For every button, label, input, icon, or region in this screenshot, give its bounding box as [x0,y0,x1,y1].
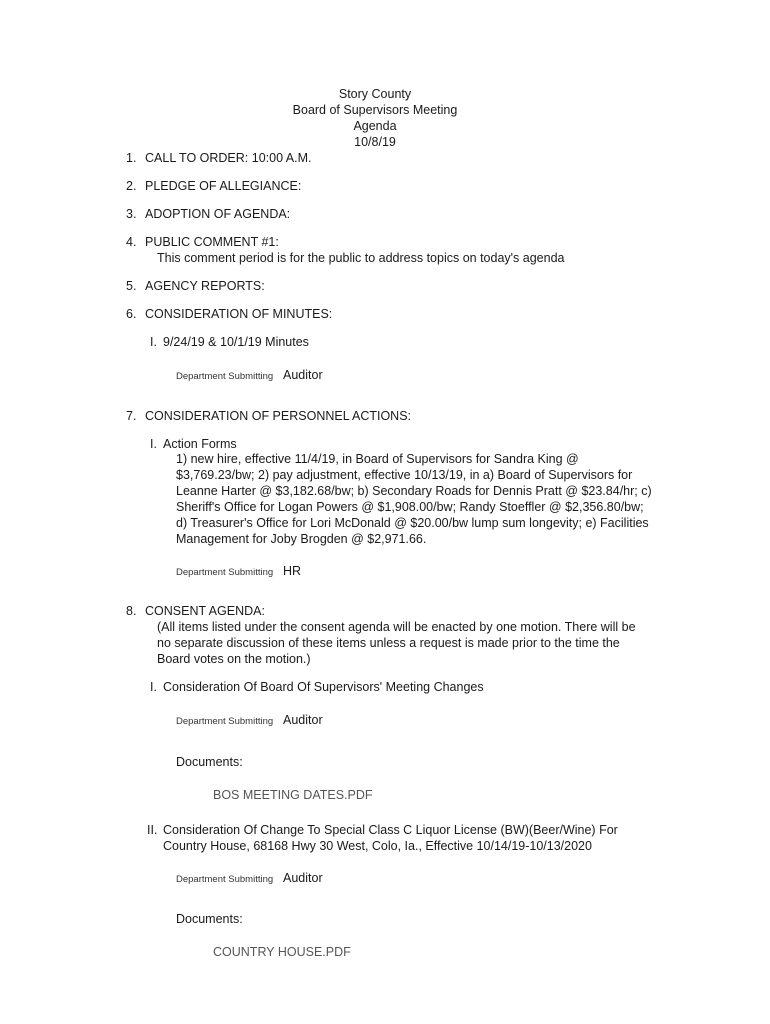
document-type: Agenda [353,119,397,133]
item-title-pledge: PLEDGE OF ALLEGIANCE: [145,179,302,193]
subitem-title-liquor-license: Consideration Of Change To Special Class C Liquor License (BW)(Beer/Wine) For [163,823,618,837]
subitem-title-meeting-changes: Consideration Of Board Of Supervisors' Meeting Changes [163,680,484,694]
subitem-number: I. [150,437,157,451]
department-label: Department Submitting [176,716,274,727]
subitem-number: I. [150,680,157,694]
consent-description-line: Board votes on the motion.) [157,652,311,666]
consent-description-line: (All items listed under the consent agenda will be enacted by one motion. There will be [157,620,636,634]
item-number: 6. [126,307,137,321]
department-value: Auditor [283,713,323,727]
subitem-number: I. [150,335,157,349]
item-title-minutes: CONSIDERATION OF MINUTES: [145,307,333,321]
subitem-title-minutes: 9/24/19 & 10/1/19 Minutes [163,335,309,349]
item-title-agency-reports: AGENCY REPORTS: [145,279,265,293]
action-forms-line: Management for Joby Brogden @ $2,971.66. [176,532,427,546]
subitem-number: II. [147,823,158,837]
item-number: 5. [126,279,137,293]
county-name: Story County [338,87,412,101]
action-forms-line: Leanne Harter @ $3,182.68/bw; b) Secondary Roads for Dennis Pratt @ $23.84/hr; c) [176,484,652,498]
action-forms-line: d) Treasurer's Office for Lori McDonald @ $20.00/bw lump sum longevity; e) Facilities [176,516,649,530]
subitem-title-liquor-license-cont: Country House, 68168 Hwy 30 West, Colo, Ia., Effective 10/14/19-10/13/2020 [163,839,592,853]
subitem-title-action-forms: Action Forms [163,437,237,451]
bos-meeting-dates-pdf-link[interactable]: BOS MEETING DATES.PDF [213,788,373,802]
item-title-public-comment: PUBLIC COMMENT #1: [145,235,279,249]
item-number: 3. [126,207,137,221]
department-label: Department Submitting [176,371,274,382]
item-title-personnel: CONSIDERATION OF PERSONNEL ACTIONS: [145,409,412,423]
item-number: 4. [126,235,137,249]
department-value: Auditor [283,871,323,885]
item-number: 1. [126,151,137,165]
action-forms-line: Sheriff's Office for Logan Powers @ $1,908.00/bw; Randy Stoeffler @ $2,356.80/bw; [176,500,644,514]
item-number: 2. [126,179,137,193]
item-title-adoption: ADOPTION OF AGENDA: [145,207,291,221]
item-title-consent-agenda: CONSENT AGENDA: [145,604,265,618]
consent-description-line: no separate discussion of these items unless a request is made prior to the time the [157,636,620,650]
public-comment-description: This comment period is for the public to address topics on today's agenda [157,251,565,265]
department-label: Department Submitting [176,567,274,578]
department-value: HR [283,564,302,578]
documents-label: Documents: [176,755,243,769]
department-label: Department Submitting [176,874,274,885]
action-forms-line: 1) new hire, effective 11/4/19, in Board of Supervisors for Sandra King @ [176,452,579,466]
action-forms-line: $3,769.23/bw; 2) pay adjustment, effective 10/13/19, in a) Board of Supervisors for [176,468,633,482]
documents-label: Documents: [176,912,243,926]
meeting-title: Board of Supervisors Meeting [292,103,458,117]
item-title-call-to-order: CALL TO ORDER: 10:00 A.M. [145,151,312,165]
item-number: 7. [126,409,137,423]
department-value: Auditor [283,368,323,382]
meeting-date: 10/8/19 [354,135,396,149]
item-number: 8. [126,604,137,618]
country-house-pdf-link[interactable]: COUNTRY HOUSE.PDF [213,945,351,959]
